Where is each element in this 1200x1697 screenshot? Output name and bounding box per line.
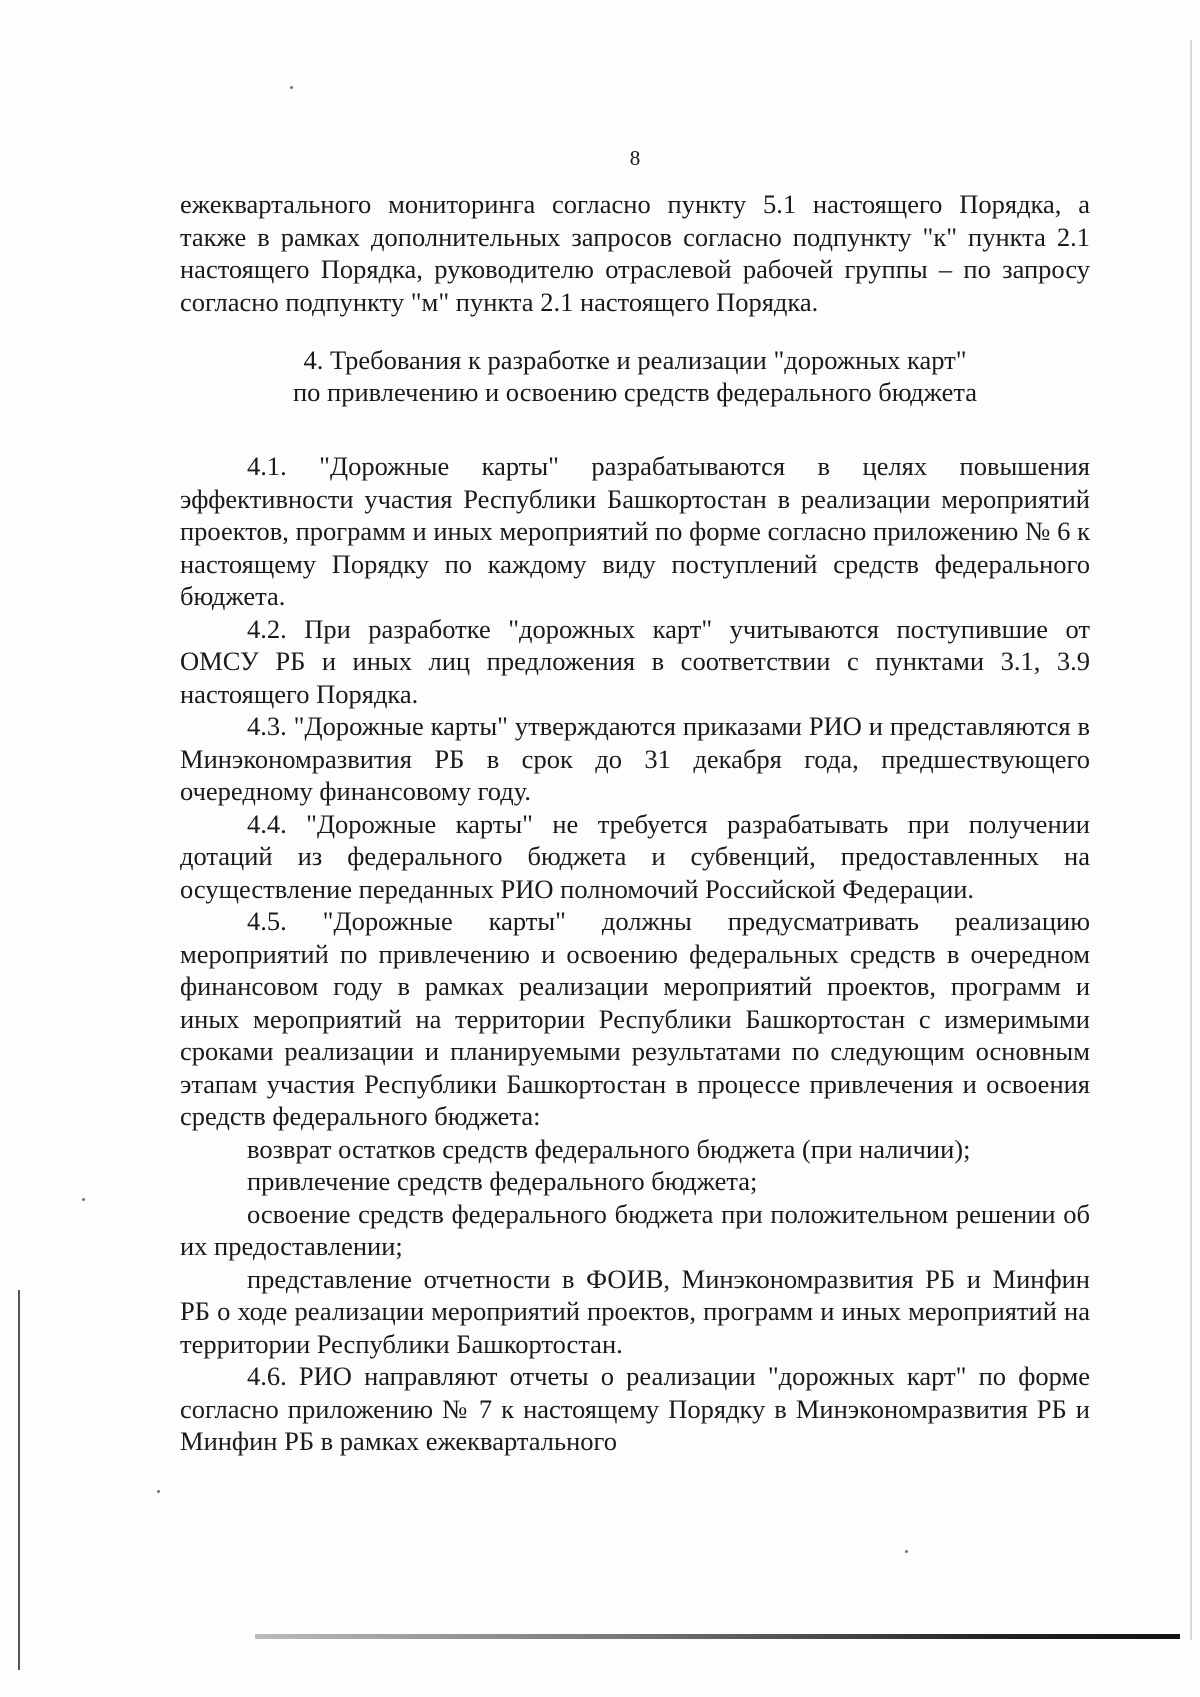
paragraph-4-6: 4.6. РИО направляют отчеты о реализации "дорожных карт" по форме согласно приложению № 7 к настоящему Порядку в Минэкономразвития РБ и Минфин РБ в рамках ежеквартального bbox=[180, 1361, 1090, 1456]
list-item-spending: освоение средств федерального бюджета при положительном решении об их предоставлении; bbox=[180, 1198, 1090, 1261]
list-item-reporting: представление отчетности в ФОИВ, Минэкономразвития РБ и Минфин РБ о ходе реализации мероприятий проектов, программ и иных мероприятий на территории Республики Башкортостан. bbox=[180, 1263, 1090, 1359]
scan-edge-left bbox=[18, 1290, 20, 1670]
scan-speck bbox=[905, 1550, 908, 1553]
intro-paragraph: ежеквартального мониторинга согласно пункту 5.1 настоящего Порядка, а также в рамках дополнительных запросов согласно подпункту "к" пункта 2.1 настоящего Порядка, руководителю отраслевой рабочей группы – по запросу согласно подпункту "м" пункта 2.1 настоящего Порядка. bbox=[180, 189, 1090, 317]
paragraph-4-3: 4.3. "Дорожные карты" утверждаются приказами РИО и представляются в Минэкономразвития РБ в срок до 31 декабря года, предшествующего очередному финансовому году. bbox=[180, 711, 1090, 806]
scan-speck bbox=[290, 86, 293, 89]
page-number: 8 bbox=[629, 146, 641, 170]
scan-speck bbox=[157, 1490, 160, 1493]
paragraph-4-5: 4.5. "Дорожные карты" должны предусматривать реализацию мероприятий по привлечению и освоению федеральных средств в очередном финансовом году в рамках реализации мероприятий проектов, программ и иных мероприятий на территории Республики Башкортостан с измеримыми сроками реализации и планируемыми результатами по следующим основным этапам участия Республики Башкортостан в процессе привлечения и освоения средств федерального бюджета: bbox=[180, 906, 1090, 1131]
scan-edge-right bbox=[1190, 40, 1192, 1640]
scan-speck bbox=[82, 1198, 85, 1201]
paragraph-4-1: 4.1. "Дорожные карты" разрабатываются в целях повышения эффективности участия Республики Башкортостан в реализации мероприятий проектов, программ и иных мероприятий по форме согласно приложению № 6 к настоящему Порядку по каждому виду поступлений средств федерального бюджета. bbox=[180, 451, 1090, 611]
list-item-refund: возврат остатков средств федерального бюджета (при наличии); bbox=[247, 1133, 971, 1164]
section-heading-line-2: по привлечению и освоению средств федерального бюджета bbox=[292, 377, 978, 407]
list-item-attraction: привлечение средств федерального бюджета; bbox=[247, 1166, 758, 1196]
section-heading-line-1: 4. Требования к разработке и реализации "дорожных карт" bbox=[303, 345, 967, 375]
paragraph-4-4: 4.4. "Дорожные карты" не требуется разрабатывать при получении дотаций из федерального бюджета и субвенций, предоставленных на осуществление переданных РИО полномочий Российской Федерации. bbox=[180, 808, 1090, 904]
scan-edge-bottom bbox=[255, 1634, 1180, 1639]
paragraph-4-2: 4.2. При разработке "дорожных карт" учитываются поступившие от ОМСУ РБ и иных лиц предложения в соответствии с пунктами 3.1, 3.9 настоящего Порядка. bbox=[180, 613, 1090, 709]
document-body bbox=[180, 188, 1090, 1458]
section-heading bbox=[180, 344, 1090, 408]
